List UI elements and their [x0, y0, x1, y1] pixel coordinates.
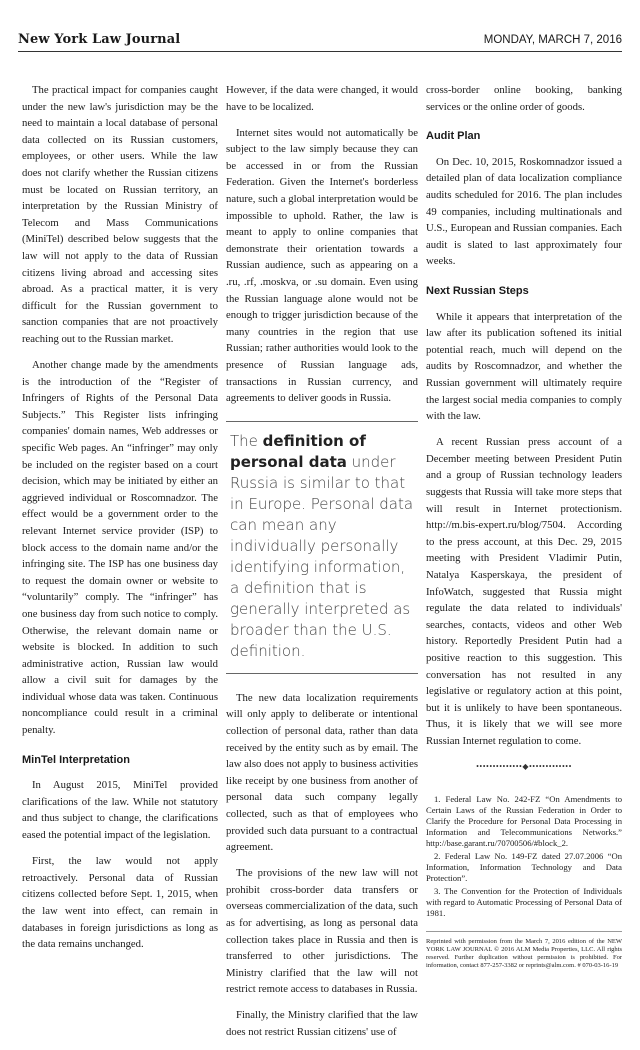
paragraph: In August 2015, MiniTel provided clarifications of the law. While not statutory and thus subject to change, the clarifications eased the potential impact of the legislation.	[22, 779, 218, 842]
pull-quote-highlight: definition of personal data	[230, 431, 366, 471]
column-1	[22, 82, 218, 962]
endnotes	[426, 794, 622, 919]
pull-quote-lead: The	[230, 431, 263, 450]
paragraph: The practical impact for companies caught under the new law's jurisdiction may be the need to maintain a local database of personal data collected on its Russian customers, employees, or other users. While the law does not clarify whether the Russian citizens must be located on Russian territory, an interpretation by the Russian Ministry of Telecom and Mass Communications (MiniTel) described below suggests that the law will not apply to the data of Russian citizens living abroad and accessing sites abroad. As a practical matter, it is very difficult for the Russian government to sanction companies that are not proactively reaching out to the Russian market.	[22, 84, 218, 345]
section-heading-next-steps: Next Russian Steps	[426, 284, 529, 297]
header-rule	[18, 51, 622, 52]
end-divider: ••••••••••••••◆•••••••••••••	[476, 762, 572, 772]
paragraph: The new data localization requirements will only apply to deliberate or intentional collection of personal data, rather than data received by the entity such as by email. The law also does not apply to business activities like receipt by one business from another of personal data such company legally collected, such as that of employees who provided such data pursuant to a contractual agreement.	[226, 691, 418, 854]
paragraph: cross-border online booking, banking services or the online order of goods.	[426, 84, 622, 113]
endnote: 1. Federal Law No. 242-FZ “On Amendments to Certain Laws of the Russian Federation in Order to Clarify the Procedure for Personal Data Processing in Information and Telecommunications Networks.” http://base.garant.ru/70700506/#block_2.	[426, 794, 622, 849]
reprint-text: Reprinted with permission from the March 7, 2016 edition of the NEW YORK LAW JOURNAL © 2016 ALM Media Properties, LLC. All rights reserved. Further duplication without permission is prohibited. For information, contact 877-257-3382 or reprints@alm.com. # 070-03-16-19	[426, 938, 622, 970]
paragraph: Another change made by the amendments is the introduction of the “Register of Infringers of Rights of the Personal Data Subjects.” This Register lists infringing companies' domain names, Web addresses or specific Web pages. An “infringer” may only be included on the register based on a court decision, which may be initiated by either an aggrieved individual or Roscomnadzor. The effect would be a government order to the relevant Internet service provider (ISP) to block access to the domain name and/or the infringing site. The ISP has one business day to request the domain owner or website to “voluntarily” comply. The “infringer” has one business day from such notice to comply. Otherwise, the relevant domain name or website is blocked. In addition to such administrative action, Russian law would allow a civil suit for damages by the individual whose data was taken. Continuous noncompliance could result in a criminal penalty.	[22, 359, 218, 737]
reprint-notice	[426, 931, 622, 970]
paragraph: The provisions of the new law will not prohibit cross-border data transfers or overseas commercialization of the data, such as for advertising, as long as personal data collection takes place in Russia and then is transferred to other jurisdictions. The Ministry clarified that the law will not restrict remote access to databases in Russia.	[226, 867, 418, 996]
paragraph: A recent Russian press account of a December meeting between President Putin and a group of Russian technology leaders suggests that Russia will take more steps that will result in Internet protectionism. http://m.bis-expert.ru/blog/7504. According to the press account, at this Dec. 29, 2015 meeting with President Vladimir Putin, Natalya Kasperskaya, the president of InfoWatch, suggested that Russia might regulate the data related to individuals' searches, contacts, videos and other Web history. Reportedly President Putin had a positive reaction to this suggestion. This conversation has not resulted in any legislative or regulatory action at this point, but it is unlikely to have been spontaneous. Thus, it is likely that we will see more Russian Internet regulation to come.	[426, 436, 622, 747]
endnote: 3. The Convention for the Protection of Individuals with regard to Automatic Processing of Personal Data of 1981.	[426, 886, 622, 919]
column-2	[226, 82, 418, 1050]
paragraph: Finally, the Ministry clarified that the law does not restrict Russian citizens' use of	[226, 1009, 418, 1039]
paragraph: First, the law would not apply retroactively. Personal data of Russian citizens collected before Sept. 1, 2015, when the law went into effect, can remain in databases in foreign jurisdictions as long as the data remains unchanged.	[22, 855, 218, 951]
section-heading-mintel: MinTel Interpretation	[22, 753, 130, 766]
masthead: New York Law Journal	[18, 32, 181, 47]
endnote: 2. Federal Law No. 149-FZ dated 27.07.2006 “On Information, Information Technology and Data Protection”.	[426, 851, 622, 884]
pull-quote-text: under Russia is similar to that in Europe. Personal data can mean any individually personally identifying information, a definition that is generally interpreted as broader than the U.S. definition.	[230, 452, 414, 660]
pull-quote	[226, 421, 418, 674]
section-heading-audit-plan: Audit Plan	[426, 130, 481, 143]
paragraph: On Dec. 10, 2015, Roskomnadzor issued a detailed plan of data localization compliance audits scheduled for 2016. The plan includes 49 companies, including multinationals and U.S., European and Russian companies. Each audit is slated to last approximately four weeks.	[426, 155, 622, 268]
paragraph: While it appears that interpretation of the law after its publication softened its initial potential reach, much will depend on the audits by Roscomnadzor, and whether the Russian government will ultimately require the largest social media companies to comply with the law.	[426, 310, 622, 423]
paragraph: Internet sites would not automatically be subject to the law simply because they can be accessed in or from the Russian Federation. Given the Internet's borderless nature, such a global interpretation would be impossible to uphold. Rather, the law is meant to apply to online companies that demonstrate their orientation towards a Russian audience, such as appearing on a .ru, .rf, .moskva, or .su domain. Even using the Russian language alone would not be enough to trigger jurisdiction because of the many countries in the region that use Russian; rather authorities would look to the presence of Russian language ads, transactions in Russian currency, and agreements to deliver goods in Russia.	[226, 126, 418, 405]
paragraph: However, if the data were changed, it would have to be localized.	[226, 84, 418, 113]
column-3	[426, 82, 622, 970]
page-date: MONDAY, MARCH 7, 2016	[483, 34, 622, 46]
